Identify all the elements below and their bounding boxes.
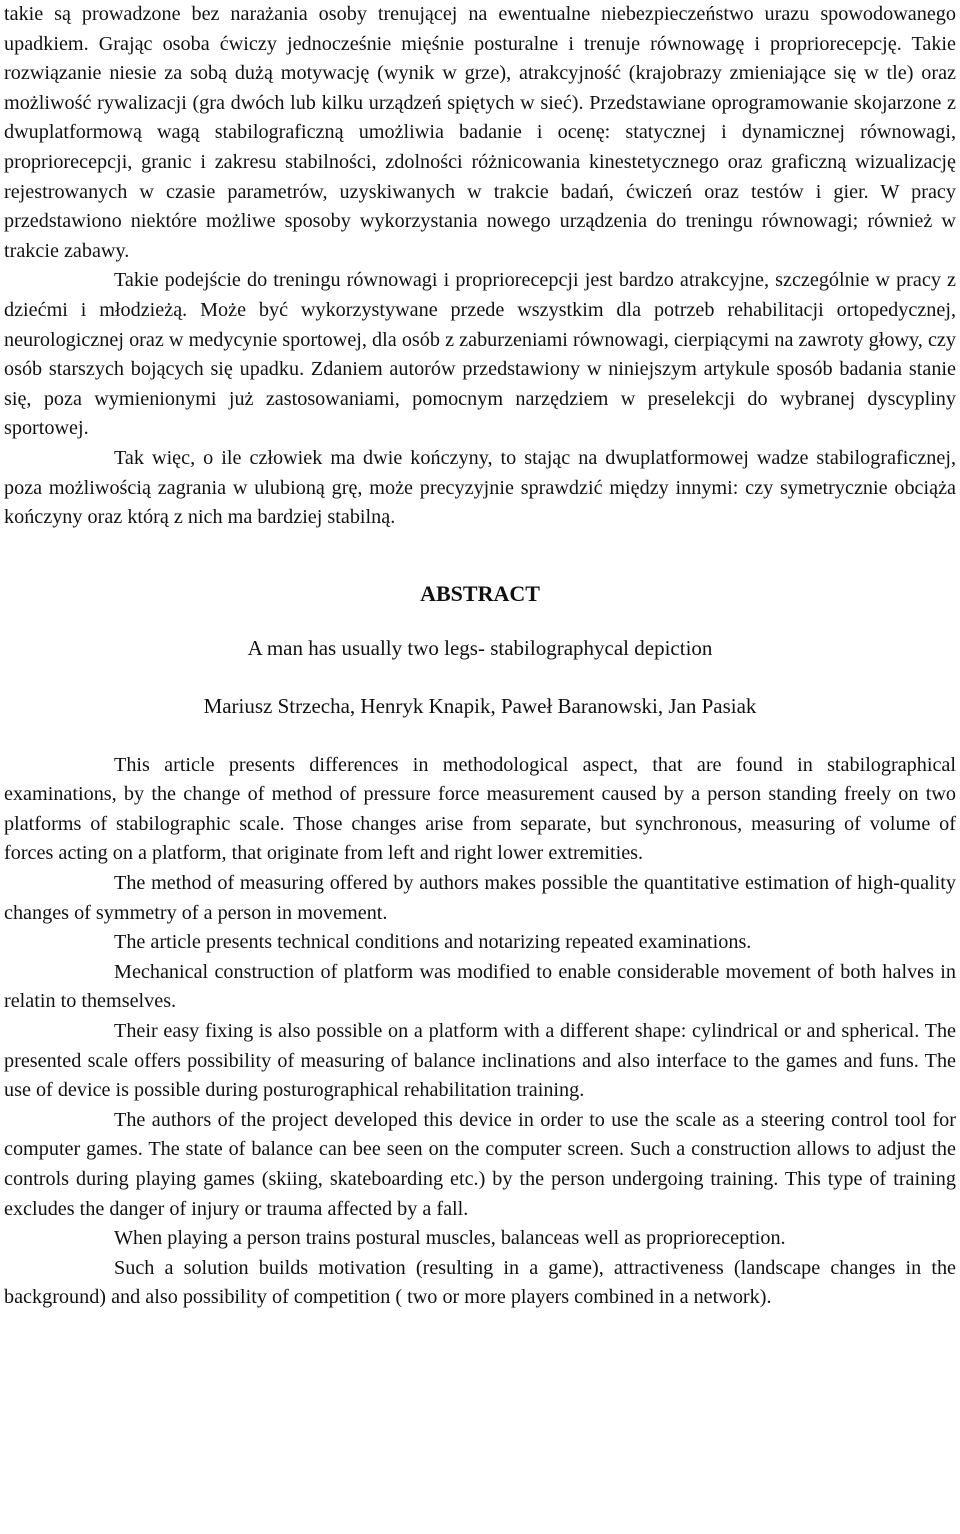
abstract-heading: ABSTRACT (420, 580, 540, 606)
polish-paragraph-3: Tak więc, o ile człowiek ma dwie kończyny, to stając na dwuplatformowej wadze stabilograficznej, poza możliwością zagrania w ulubioną grę, może precyzyjnie sprawdzić między innymi: czy symetrycznie obciąża kończyny oraz którą z nich ma bardziej stabilną. (4, 446, 956, 529)
abstract-paragraph-8: Such a solution builds motivation (resulting in a game), attractiveness (landscape changes in the background) and also possibility of competition ( two or more players combined in a network). (4, 1256, 956, 1309)
abstract-paragraph-1: This article presents differences in methodological aspect, that are found in stabilographical examinations, by the change of method of pressure force measurement caused by a person standing freely on two platforms of stabilographic scale. Those changes arise from separate, but synchronous, measuring of volume of forces acting on a platform, that originate from left and right lower extremities. (4, 753, 956, 865)
abstract-paragraph-5: Their easy fixing is also possible on a platform with a different shape: cylindrical or and spherical. The presented scale offers possibility of measuring of balance inclinations and also interface to the games and funs. The use of device is possible during posturographical rehabilitation training. (4, 1020, 956, 1102)
abstract-paragraph-2: The method of measuring offered by authors makes possible the quantitative estimation of high-quality changes of symmetry of a person in movement. (4, 872, 956, 924)
abstract-paragraph-7: When playing a person trains postural muscles, balanceas well as proprioreception. (114, 1227, 786, 1250)
polish-paragraph-2: Takie podejście do treningu równowagi i propriorecepcji jest bardzo atrakcyjne, szczególnie w pracy z dziećmi i młodzieżą. Może być wykorzystywane przede wszystkim dla potrzeb rehabilitacji ortopedycznej, neurologicznej oraz w medycynie sportowej, dla osób z zaburzeniami równowagi, cierpiącymi na zawroty głowy, czy osób starszych bojących się upadku. Zdaniem autorów przedstawiony w niniejszym artykule sposób badania stanie się, poza wymienionymi już zastosowaniami, pomocnym narzędziem w preselekcji do wybranej dyscypliny sportowej. (4, 269, 956, 440)
abstract-paragraph-6: The authors of the project developed this device in order to use the scale as a steering control tool for computer games. The state of balance can bee seen on the computer screen. Such a construction allows to adjust the controls during playing games (skiing, skateboarding etc.) by the person undergoing training. This type of training excludes the danger of injury or trauma affected by a fall. (4, 1108, 956, 1220)
abstract-title: A man has usually two legs- stabilographycal depiction (247, 635, 713, 660)
abstract-paragraph-4: Mechanical construction of platform was modified to enable considerable movement of both halves in relatin to themselves. (4, 960, 956, 1013)
abstract-body (4, 751, 956, 1313)
polish-section (4, 0, 956, 533)
abstract-paragraph-3: The article presents technical conditions and notarizing repeated examinations. (114, 931, 752, 954)
polish-paragraph-1: takie są prowadzone bez narażania osoby trenującej na ewentualne niebezpieczeństwo urazu spowodowanego upadkiem. Grając osoba ćwiczy jednocześnie mięśnie posturalne i trenuje równowagę i propriorecepcję. Takie rozwiązanie niesie za sobą dużą motywację (wynik w grze), atrakcyjność (krajobrazy zmieniające się w tle) oraz możliwość rywalizacji (gra dwóch lub kilku urządzeń spiętych w sieć). Przedstawiane oprogramowanie skojarzone z dwuplatformową wagą stabilograficzną umożliwia badanie i ocenę: statycznej i dynamicznej równowagi, propriorecepcji, granic i zakresu stabilności, zdolności różnicowania kinestetycznego oraz graficzną wizualizację rejestrowanych w czasie parametrów, uzyskiwanych w trakcie badań, ćwiczeń oraz testów i gier. W pracy przedstawiono niektóre możliwe sposoby wykorzystania nowego urządzenia do treningu równowagi; również w trakcie zabawy. (4, 3, 956, 262)
abstract-authors: Mariusz Strzecha, Henryk Knapik, Paweł Baranowski, Jan Pasiak (203, 693, 757, 718)
